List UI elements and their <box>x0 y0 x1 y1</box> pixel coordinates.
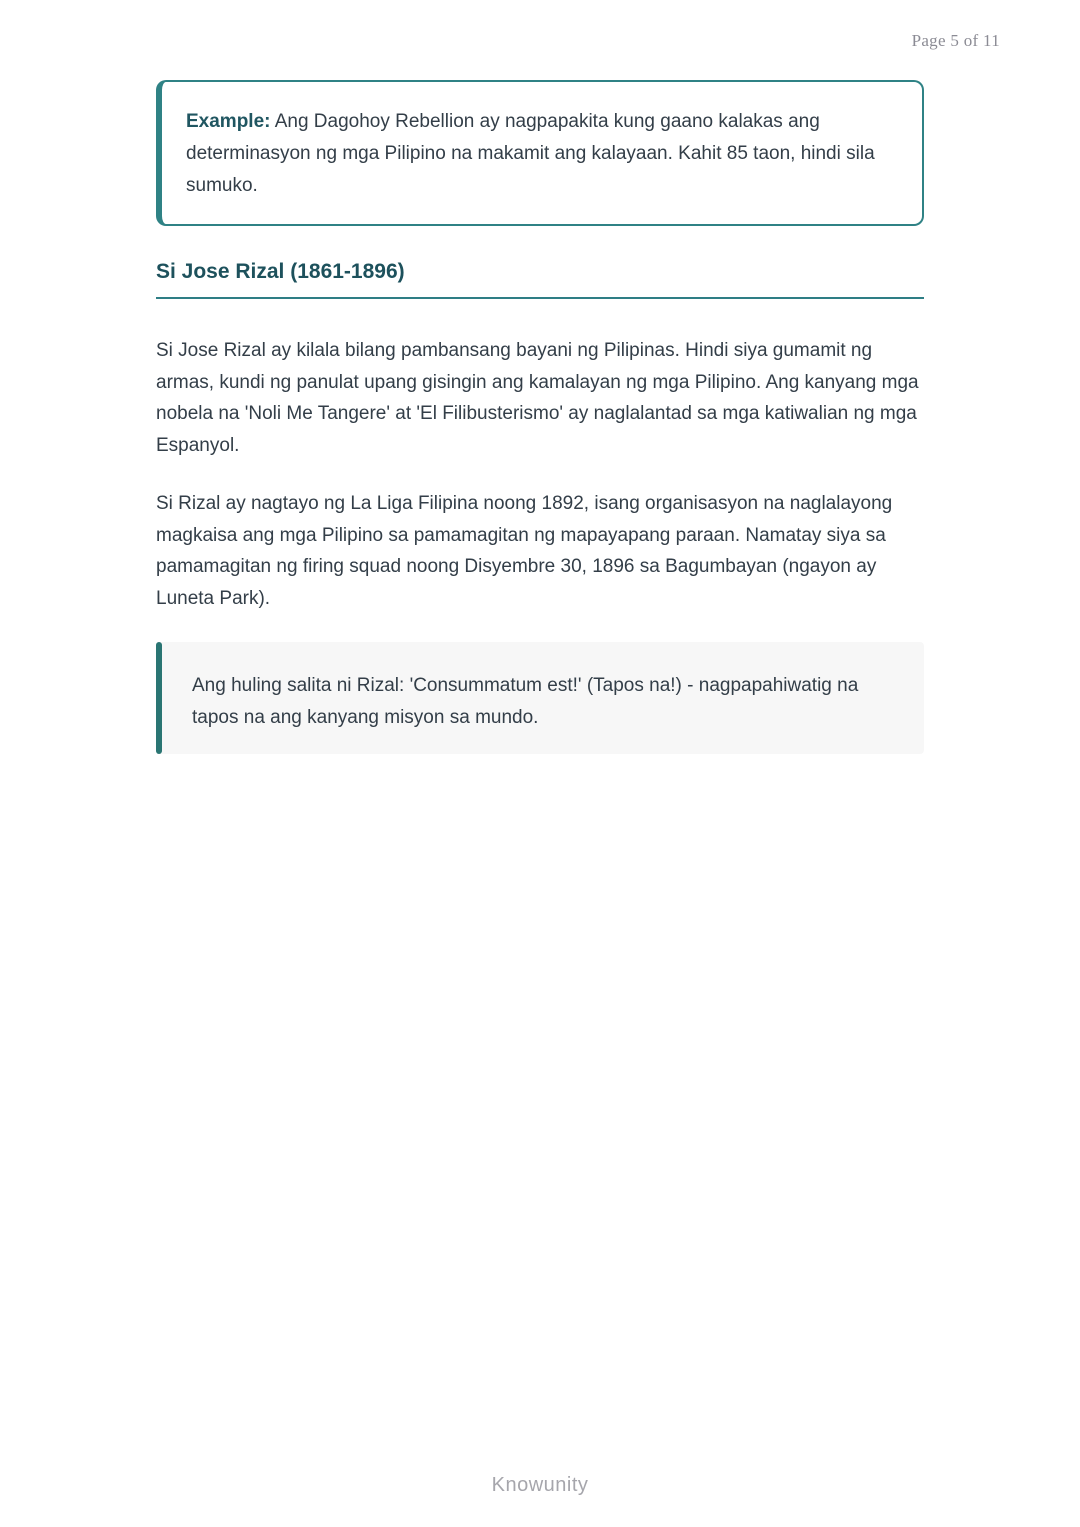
page-content <box>156 0 924 754</box>
example-callout <box>156 80 924 226</box>
page-number: Page 5 of 11 <box>911 31 1000 50</box>
quote-accent-bar <box>156 642 162 754</box>
body-paragraph: Si Rizal ay nagtayo ng La Liga Filipina noong 1892, isang organisasyon na naglalayong magkaisa ang mga Pilipino sa pamamagitan ng mapayapang paraan. Namatay siya sa pamamagitan ng firing squad noong Disyembre 30, 1896 sa Bagumbayan (ngayon ay Luneta Park). <box>156 493 893 609</box>
example-text: Ang Dagohoy Rebellion ay nagpapakita kung gaano kalakas ang determinasyon ng mga Pilipino na makamit ang kalayaan. Kahit 85 taon, hindi sila sumuko. <box>186 111 875 196</box>
example-label: Example: <box>186 111 271 132</box>
heading-rule <box>156 297 924 299</box>
footer-brand: Knowunity <box>491 1474 589 1496</box>
body-paragraph: Si Jose Rizal ay kilala bilang pambansang bayani ng Pilipinas. Hindi siya gumamit ng armas, kundi ng panulat upang gisingin ang kamalayan ng mga Pilipino. Ang kanyang mga nobela na 'Noli Me Tangere' at 'El Filibusterismo' ay naglalantad sa mga katiwalian ng mga Espanyol. <box>156 340 919 456</box>
section-heading: Si Jose Rizal (1861-1896) <box>156 260 405 283</box>
example-paragraph <box>186 106 892 202</box>
quote-callout <box>156 642 924 754</box>
quote-text: Ang huling salita ni Rizal: 'Consummatum est!' (Tapos na!) - nagpapahiwatig na tapos na ang kanyang misyon sa mundo. <box>192 675 859 728</box>
